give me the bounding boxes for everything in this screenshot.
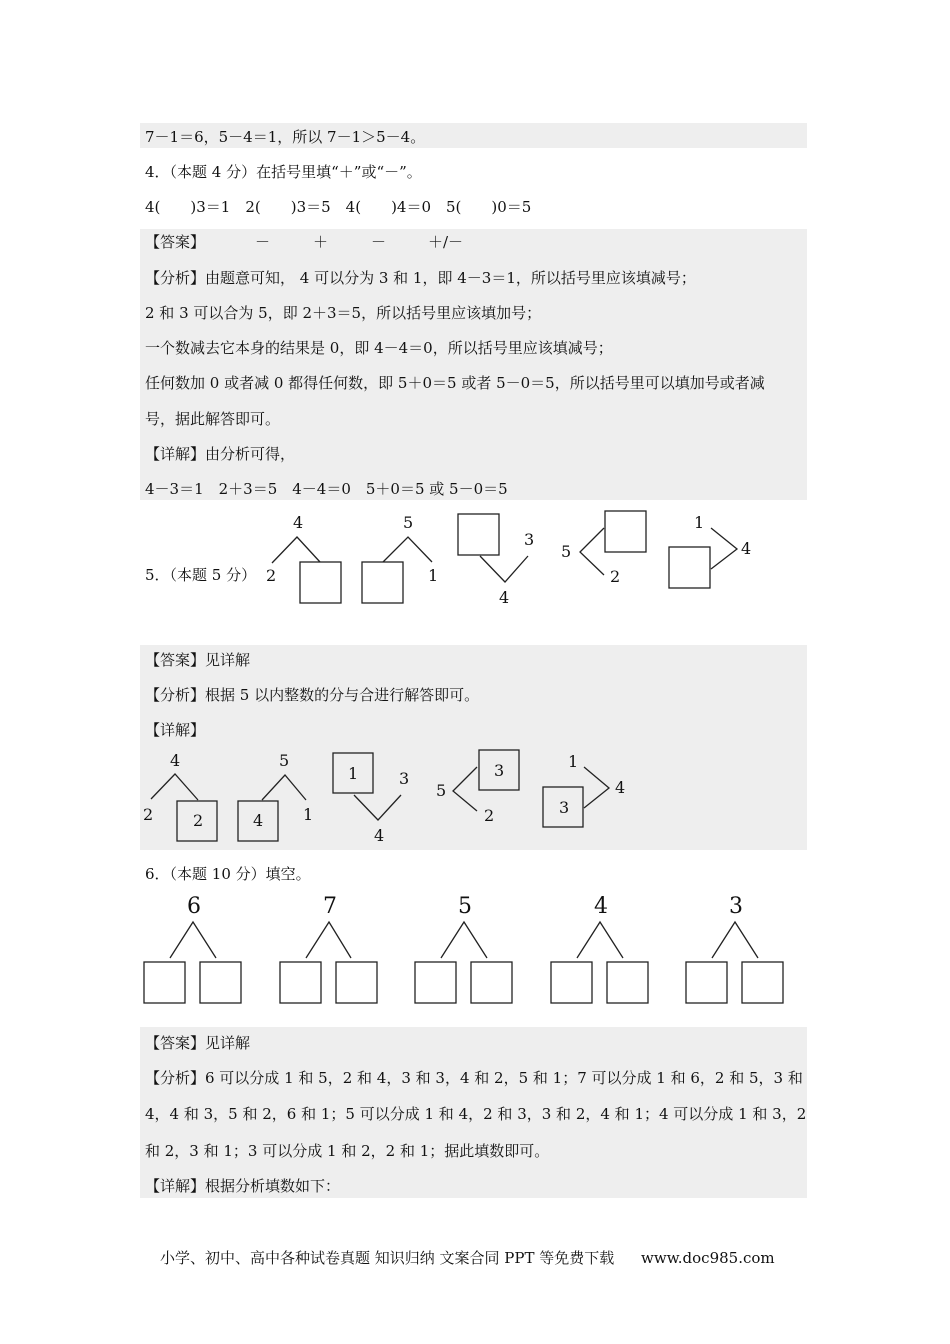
q4-answer-1: － xyxy=(255,233,271,251)
q5-a5-right: 4 xyxy=(615,778,626,797)
q4-detail-result: 4－3＝1 2＋3＝5 4－4＝0 5＋0＝5 或 5－0＝5 xyxy=(145,480,508,498)
q5-a1-top: 4 xyxy=(170,751,181,770)
q5-analysis: 【分析】根据 5 以内整数的分与合进行解答即可。 xyxy=(145,686,480,704)
q5-d1-top: 4 xyxy=(293,513,304,532)
footer xyxy=(160,1247,775,1268)
q5-title: 5．（本题 5 分） xyxy=(145,566,257,584)
q5-d3-right: 3 xyxy=(524,530,535,549)
q4-detail-label: 【详解】由分析可得， xyxy=(145,445,296,463)
q5-a2-box: 4 xyxy=(253,811,264,830)
q6-answer: 【答案】见详解 xyxy=(145,1034,251,1052)
q6-d2-top: 7 xyxy=(323,894,337,919)
q5-a3-right: 3 xyxy=(399,769,410,788)
q5-a1-left: 2 xyxy=(143,805,154,824)
q6-analysis-1: 【分析】6 可以分成 1 和 5，2 和 4，3 和 3，4 和 2，5 和 1；7 可以分成 1 和 6，2 和 5，3 和 xyxy=(145,1069,803,1087)
q5-a1-box: 2 xyxy=(193,811,204,830)
q4-answer-2: ＋ xyxy=(313,233,329,251)
q5-a4-bottom: 2 xyxy=(484,806,495,825)
prev-answer-line: 7－1＝6，5－4＝1，所以 7－1＞5－4。 xyxy=(145,128,426,146)
q5-a2-right: 1 xyxy=(303,805,314,824)
q5-d5-top: 1 xyxy=(694,513,705,532)
q5-a5-box: 3 xyxy=(559,798,570,817)
q6-d5-top: 3 xyxy=(729,894,743,919)
q5-a4-left: 5 xyxy=(436,781,447,800)
q5-d2-top: 5 xyxy=(403,513,414,532)
q4-answer-label: 【答案】 xyxy=(145,233,206,251)
q4-answer-4: ＋/－ xyxy=(428,233,464,251)
q5-detail-label: 【详解】 xyxy=(145,721,206,739)
footer-text: 小学、初中、高中各种试卷真题 知识归纳 文案合同 PPT 等免费下载 xyxy=(160,1249,615,1267)
q5-d1-left: 2 xyxy=(266,566,277,585)
q6-title: 6．（本题 10 分）填空。 xyxy=(145,865,311,883)
q6-d1-top: 6 xyxy=(187,894,201,919)
q4-analysis-4: 任何数加 0 或者减 0 都得任何数，即 5＋0＝5 或者 5－0＝5，所以括号里可以填加号或者减 xyxy=(145,374,765,392)
footer-url[interactable]: www.doc985.com xyxy=(641,1249,775,1267)
q4-analysis-1: 【分析】由题意可知， 4 可以分为 3 和 1，即 4－3＝1，所以括号里应该填减号； xyxy=(145,269,696,287)
q4-analysis-3: 一个数减去它本身的结果是 0，即 4－4＝0，所以括号里应该填减号； xyxy=(145,339,613,357)
q5-answer: 【答案】见详解 xyxy=(145,651,251,669)
q4-analysis-5: 号，据此解答即可。 xyxy=(145,410,281,428)
q5-a3-box: 1 xyxy=(348,764,359,783)
q5-a3-bottom: 4 xyxy=(374,826,385,845)
q5-d4-left: 5 xyxy=(561,542,572,561)
q4-exercise: 4( )3＝1 2( )3＝5 4( )4＝0 5( )0＝5 xyxy=(145,198,532,216)
q4-title: 4．（本题 4 分）在括号里填“＋”或“－”。 xyxy=(145,163,422,181)
q5-d4-bottom: 2 xyxy=(610,567,621,586)
q4-answer-3: － xyxy=(371,233,387,251)
q5-d3-bottom: 4 xyxy=(499,588,510,607)
q6-analysis-3: 和 2，3 和 1；3 可以分成 1 和 2，2 和 1；据此填数即可。 xyxy=(145,1142,550,1160)
q6-detail: 【详解】根据分析填数如下： xyxy=(145,1177,341,1195)
q5-d2-right: 1 xyxy=(428,566,439,585)
q5-a4-box: 3 xyxy=(494,761,505,780)
q6-d4-top: 4 xyxy=(594,894,608,919)
q4-analysis-2: 2 和 3 可以合为 5，即 2＋3＝5，所以括号里应该填加号； xyxy=(145,304,542,322)
q5-d5-right: 4 xyxy=(741,539,752,558)
q5-a2-top: 5 xyxy=(279,751,290,770)
q6-analysis-2: 4，4 和 3，5 和 2，6 和 1；5 可以分成 1 和 4，2 和 3，3 和 2，4 和 1；4 可以分成 1 和 3，2 xyxy=(145,1105,807,1123)
q6-d3-top: 5 xyxy=(458,894,472,919)
q5-a5-top: 1 xyxy=(568,752,579,771)
